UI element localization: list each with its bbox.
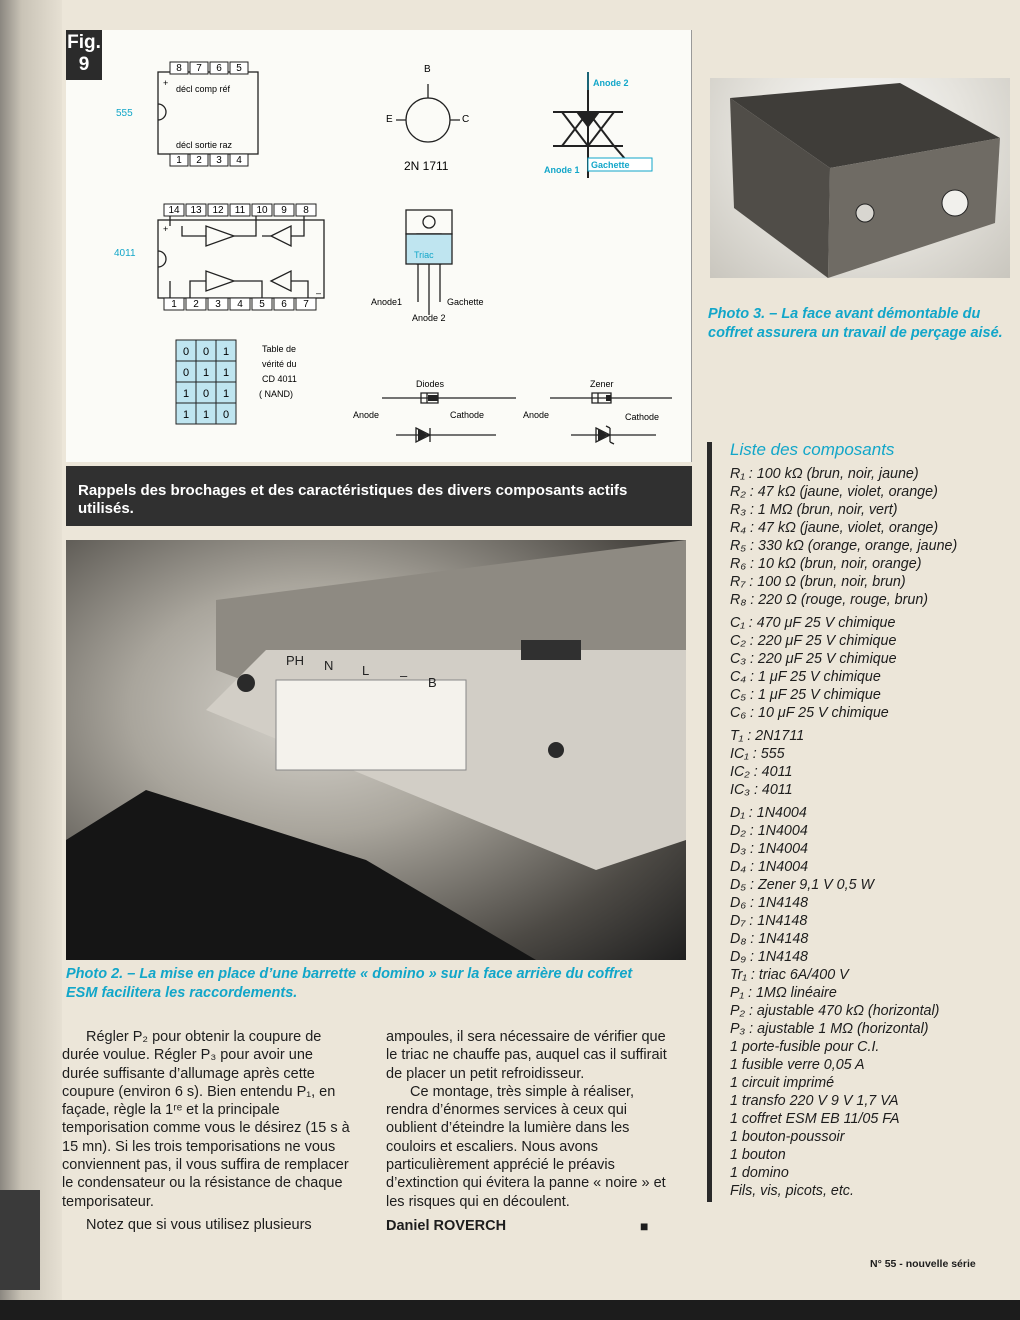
- component-item: Fils, vis, picots, etc.: [730, 1183, 854, 1199]
- component-item: R₄ : 47 kΩ (jaune, violet, orange): [730, 520, 939, 536]
- triac-tab: [406, 210, 452, 234]
- panel-screw-left: [237, 674, 255, 692]
- body-paragraph-2: Notez que si vous utilisez plusieurs: [86, 1216, 312, 1233]
- figure-tag-line2: 9: [78, 54, 90, 75]
- push-button: [856, 204, 874, 222]
- ic4011-notch: [158, 251, 166, 267]
- component-item: R₇ : 100 Ω (brun, noir, brun): [730, 574, 906, 590]
- triac-gate-label: Gachette: [591, 160, 630, 170]
- triac-anode2-label: Anode 2: [593, 78, 629, 88]
- ic4011-label: 4011: [114, 248, 136, 259]
- zener-symbol: [571, 426, 656, 444]
- pinout-diagram: [66, 30, 692, 462]
- component-list: [730, 465, 1010, 1200]
- component-item: P₁ : 1MΩ linéaire: [730, 985, 837, 1001]
- component-item: D₈ : 1N4148: [730, 931, 809, 947]
- ic555-bottom-pins: [170, 154, 248, 166]
- panel-screw-right: [548, 742, 564, 758]
- adjacent-page-edge: [0, 0, 62, 1320]
- zener-anode-label: Anode: [523, 410, 550, 420]
- ic555-bottom-pin-number: 2: [196, 155, 202, 166]
- component-item: 1 fusible verre 0,05 A: [730, 1057, 865, 1073]
- ic555-notch: [158, 104, 166, 120]
- component-item: IC₃ : 4011: [730, 782, 793, 798]
- component-item: 1 domino: [730, 1165, 789, 1181]
- component-item: P₃ : ajustable 1 MΩ (horizontal): [730, 1021, 929, 1037]
- body-paragraph-4: Ce montage, très simple à réaliser, rendra d’énormes services à ceux qui oublient d’éteindre la lumière dans les couloirs et escaliers. Nous avons particulièrement apprécié le préavis d’extinction qui évitera la panne « noire » et les risques qui en découlent.: [386, 1083, 666, 1210]
- component-item: 1 bouton: [730, 1147, 786, 1163]
- component-item: 1 circuit imprimé: [730, 1075, 835, 1091]
- diodes-label: Diodes: [416, 379, 445, 389]
- ic4011-top-pin-number: 12: [212, 205, 224, 216]
- ic4011-bottom-pin-number: 1: [171, 299, 177, 310]
- ic555-top-pin-number: 8: [176, 63, 182, 74]
- ic4011-bottom-pin-number: 7: [303, 299, 309, 310]
- component-item: C₅ : 1 μF 25 V chimique: [730, 687, 881, 703]
- triac-anode1-label: Anode 1: [544, 165, 580, 175]
- photo-2: [66, 540, 686, 960]
- body-paragraph-1: Régler P₂ pour obtenir la coupure de durée voulue. Régler P₃ pour avoir une durée suffisante d’allumage après cette coupure (environ 6 s). Bien entendu P₁, en façade, règle la 1ʳᵉ et la principale temporisation comme vous le désirez (15 s à 15 mn). Si les trois temporisations ne vous conviennent pas, il vous suffira de remplacer le condensateur ou la résistance de chaque temporisateur.: [62, 1029, 350, 1210]
- ic4011-bottom-pin-number: 2: [193, 299, 199, 310]
- ic4011-top-pin-number: 13: [190, 205, 202, 216]
- component-list-title: Liste des composants: [730, 440, 895, 459]
- component-item: C₂ : 220 μF 25 V chimique: [730, 633, 897, 649]
- triac-package-anode1: Anode1: [371, 297, 403, 307]
- body-column-1: [62, 1028, 352, 1234]
- truth-table-value: 0: [222, 409, 230, 421]
- truth-table-value: 0: [182, 367, 190, 379]
- component-item: D₃ : 1N4004: [730, 841, 808, 857]
- component-item: R₅ : 330 kΩ (orange, orange, jaune): [730, 538, 958, 554]
- component-item: D₆ : 1N4148: [730, 895, 809, 911]
- component-item: D₂ : 1N4004: [730, 823, 808, 839]
- component-item: 1 bouton-poussoir: [730, 1129, 845, 1145]
- ic555-top-pin-number: 5: [236, 63, 242, 74]
- nand-gate-4: [271, 271, 291, 291]
- ic4011-bottom-pins: [164, 298, 316, 310]
- terminal-label-b: B: [428, 675, 437, 690]
- truth-table-caption-4: ( NAND): [259, 389, 293, 399]
- nand-gate-2: [271, 226, 291, 246]
- transistor-leads: [396, 84, 460, 120]
- truth-table-caption-1: Table de: [262, 344, 297, 354]
- component-item: 1 transfo 220 V 9 V 1,7 VA: [730, 1093, 899, 1109]
- truth-table-value: 0: [202, 388, 210, 400]
- diode-symbol: [396, 428, 496, 442]
- component-item: R₂ : 47 kΩ (jaune, violet, orange): [730, 484, 938, 500]
- page-number: N° 55 - nouvelle série: [870, 1258, 976, 1270]
- ic4011-minus: –: [316, 288, 322, 298]
- truth-table-value: 1: [202, 409, 210, 421]
- body-column-2: [386, 1028, 676, 1235]
- component-item: IC₁ : 555: [730, 746, 785, 762]
- zener-band: [606, 395, 611, 401]
- truth-table-value: 0: [202, 346, 210, 358]
- ic4011-body: [158, 220, 324, 298]
- triac-package-label: Triac: [414, 250, 434, 260]
- transistor-body: [406, 98, 450, 142]
- ic4011-top-pin-number: 11: [234, 205, 246, 216]
- scan-bottom-band: [0, 1300, 1020, 1320]
- domino-terminal: [276, 680, 466, 770]
- ic4011-bottom-pin-number: 5: [259, 299, 265, 310]
- triac-mount-hole: [423, 216, 435, 228]
- truth-table-caption-2: vérité du: [262, 359, 297, 369]
- ic4011-bottom-pin-number: 4: [237, 299, 243, 310]
- ic555-label: 555: [116, 108, 133, 119]
- terminal-label-ph: PH: [286, 653, 305, 668]
- photo-3-caption: Photo 3. – La face avant démontable du coffret assurera un travail de perçage aisé.: [708, 306, 1003, 341]
- body-paragraph-3: ampoules, il sera nécessaire de vérifier que le triac ne chauffe pas, auquel cas il suffirait de placer un petit refroidisseur.: [386, 1029, 667, 1082]
- terminal-label-l: L: [362, 663, 370, 678]
- figure-tag-line1: Fig.: [67, 32, 101, 53]
- diode-outline: [382, 393, 516, 403]
- photo-2-illustration: [66, 540, 686, 960]
- triac-leads: [418, 264, 440, 315]
- truth-table-value: 1: [222, 346, 230, 358]
- truth-table-value: 1: [182, 388, 190, 400]
- transistor-name: 2N 1711: [404, 159, 449, 173]
- component-item: R₃ : 1 MΩ (brun, noir, vert): [730, 502, 898, 518]
- photo-3: [710, 78, 1010, 278]
- photo-3-illustration: [710, 78, 1010, 278]
- ic4011-top-pin-number: 10: [256, 205, 268, 216]
- triac-package-gate: Gachette: [447, 297, 484, 307]
- author-name: Daniel ROVERCH: [386, 1217, 507, 1234]
- component-item: R₆ : 10 kΩ (brun, noir, orange): [730, 556, 922, 572]
- diode-anode-label: Anode: [353, 410, 380, 420]
- component-item: D₉ : 1N4148: [730, 949, 808, 965]
- component-item: T₁ : 2N1711: [730, 728, 805, 744]
- truth-table-value: 1: [182, 409, 190, 421]
- transistor-base-label: B: [424, 64, 431, 75]
- component-item: D₅ : Zener 9,1 V 0,5 W: [730, 877, 875, 893]
- truth-table: [176, 340, 236, 424]
- component-item: C₁ : 470 μF 25 V chimique: [730, 615, 896, 631]
- truth-table-caption-3: CD 4011: [262, 374, 297, 384]
- end-mark: ■: [640, 1217, 649, 1234]
- photo-2-caption: Photo 2. – La mise en place d’une barrette « domino » sur la face arrière du coffret ESM facilitera les raccordements.: [66, 966, 633, 1001]
- figure-9-panel: [66, 30, 692, 462]
- ic4011-top-pin-number: 8: [303, 205, 309, 216]
- ic4011-plus: +: [163, 224, 169, 234]
- transistor-emitter-label: E: [386, 114, 393, 125]
- component-item: 1 coffret ESM EB 11/05 FA: [730, 1111, 900, 1127]
- nand-gate-3: [206, 271, 234, 291]
- ic4011-bottom-pin-number: 6: [281, 299, 287, 310]
- ic555-bottom-label: décl sortie raz: [176, 140, 233, 150]
- ic4011-bottom-pin-number: 3: [215, 299, 221, 310]
- component-item: C₃ : 220 μF 25 V chimique: [730, 651, 897, 667]
- truth-table-value: 1: [222, 388, 230, 400]
- truth-table-value: 1: [222, 367, 230, 379]
- ic555-bottom-pin-number: 4: [236, 155, 242, 166]
- ic555-top-label: décl comp réf: [176, 84, 231, 94]
- zener-cathode-label: Cathode: [625, 412, 660, 422]
- component-item: R₁ : 100 kΩ (brun, noir, jaune): [730, 466, 919, 482]
- triac-package-anode2: Anode 2: [412, 313, 446, 323]
- nand-gate-1: [206, 226, 234, 246]
- ic4011-top-pin-number: 14: [168, 205, 180, 216]
- component-item: P₂ : ajustable 470 kΩ (horizontal): [730, 1003, 940, 1019]
- component-item: Tr₁ : triac 6A/400 V: [730, 967, 849, 983]
- triac-fill: [576, 112, 600, 128]
- terminal-label-n: N: [324, 658, 334, 673]
- component-item: D₁ : 1N4004: [730, 805, 807, 821]
- transistor-collector-label: C: [462, 114, 470, 125]
- diode-cathode-label: Cathode: [450, 410, 485, 420]
- component-item: 1 porte-fusible pour C.I.: [730, 1039, 880, 1055]
- ic555-top-pin-number: 6: [216, 63, 222, 74]
- author-line: [386, 1217, 676, 1235]
- truth-table-value: 0: [182, 346, 190, 358]
- component-item: D₄ : 1N4004: [730, 859, 809, 875]
- ic4011-top-pin-number: 9: [281, 205, 287, 216]
- ic555-bottom-pin-number: 1: [176, 155, 182, 166]
- component-list-rule: [707, 442, 712, 1202]
- figure-caption: Rappels des brochages et des caractéristiques des divers composants actifs utilisés.: [66, 466, 692, 526]
- terminal-label-dash: –: [400, 668, 408, 683]
- figure-number-tag: [66, 30, 102, 80]
- component-item: D₇ : 1N4148: [730, 913, 808, 929]
- component-item: R₈ : 220 Ω (rouge, rouge, brun): [730, 592, 929, 608]
- truth-table-value: 1: [202, 367, 210, 379]
- component-item: C₆ : 10 μF 25 V chimique: [730, 705, 889, 721]
- page-edge-mark: [0, 1190, 40, 1290]
- ic-chip: [521, 640, 581, 660]
- zener-label: Zener: [590, 379, 614, 389]
- component-item: C₄ : 1 μF 25 V chimique: [730, 669, 881, 685]
- ic555-top-pin-number: 7: [196, 63, 202, 74]
- component-item: IC₂ : 4011: [730, 764, 793, 780]
- ic4011-top-pins: [164, 204, 316, 216]
- ic555-plus: +: [163, 78, 169, 88]
- ic555-bottom-pin-number: 3: [216, 155, 222, 166]
- diode-band: [428, 395, 438, 401]
- knob: [942, 190, 968, 216]
